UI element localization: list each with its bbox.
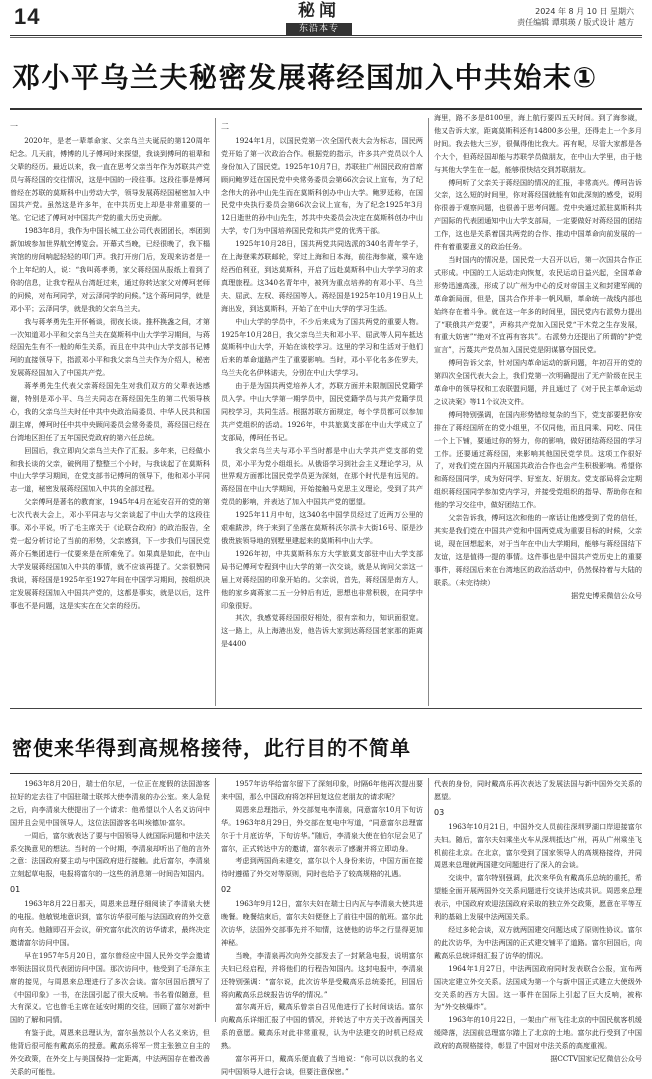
paragraph: 1963年8月20日，瑞士伯尔尼，一位正在度假的法国游客拉好的定去往了中国驻瑞士联邦大使李清泉的办公室。来人急促之后，向李清泉大使提出了一个请求：他希望以个人名义访问中国并且会见中国领导人，这位法国游客名叫埃德加·富尔。 <box>10 779 210 827</box>
paragraph: 考虑到两国尚未建交，富尔以个人身份来访，中国方面在接待时遵循了外交对等原则，同时也给予了较高规格的礼遇。 <box>221 856 423 879</box>
section-number: 一 <box>10 122 18 131</box>
page-number: 14 <box>14 4 41 29</box>
paragraph: 1963年10月21日，中国外交人员前往深圳罗湖口岸迎接富尔夫妇。随后，富尔夫妇乘坐火车从深圳抵达广州，再从广州乘坐飞机前往北京。在北京，富尔受到了国家领导人的高规格接待，并同周恩来总理就两国建交问题进行了深入的会谈。 <box>434 821 642 870</box>
section-number: 02 <box>221 885 232 895</box>
article1-column-3 <box>434 112 642 706</box>
section-name: 秘闻 <box>298 1 340 21</box>
paragraph: 1925年10月28日，国共两党共同选派的340名青年学子，在上海登乘苏联邮轮，穿过上海和日本海，前往海参崴，乘车途经西伯利亚，到达莫斯科，开启了远赴莫斯科中山大学学习的求真理旅程。这340名青年中，被列为重点培养的有邓小平、乌兰夫、屈武、左权、蒋经国等人。蒋经国是1925年10月19日从上海出发，到达莫斯科，开始了在中山大学的学习生活。 <box>221 239 423 313</box>
paragraph: 一周后，富尔就表达了要与中国领导人就国际问题和中法关系交换意见的想法。当时的一个时期，李清泉却听出了他的言外之意：法国政府要主动与中国政府进行接触。此后富尔，李清泉立刻起草电报，电报将富尔的一这些的消息第一时间告知国内。 <box>10 830 210 879</box>
article2-column-1 <box>10 778 210 1076</box>
article2-headline-rule <box>10 773 642 774</box>
paragraph: 傅珂听了父亲关于蒋经国的情况的汇报，非常高兴。傅珂告诉父亲，这么短的时间里，你对蒋经国就能有如此深刻的感受，说明你很善于观察问题，也很善于思考问题。党中央通过派驻莫斯科共产国际的代表团通知中山大学支部局，一定要做好对蒋经国的团结工作，这也是关系着国共两党的合作、推动中国革命向前发展的一件有着重要意义的政治任务。 <box>434 177 642 252</box>
article1-headline-rule <box>10 108 642 110</box>
paragraph: 海里，路不多是8100里，海上航行要四五天时间。到了海参崴，他又告诉大家，距离莫斯科还有14800多公里，还得走上一个多月时间。我去他大三岁，很佩得他比我大。再有呢，尽管大家都是各个大个，但蒋经国却能与苏联学员做朋友，在中山大学里，由于他与其他大学生在一起，能够很快结交到苏联朋友。 <box>434 113 642 174</box>
section-number: 二 <box>221 122 229 131</box>
header-rule-thin <box>10 37 642 38</box>
paragraph: 1957年访华给富尔留下了深刻印象，时隔6年他再次提出要来中国，那么中国政府将怎样回复这位老朋友的请求呢？ <box>221 779 423 801</box>
paragraph: 我与蒋孝勇先生开怀畅谈，彻夜长谈。推杯换盏之间，才第一次知道邓小平和父亲乌兰夫在莫斯科中山大学学习期间，与蒋经国先生有不一般的师生关系，而且在中共中山大学支部书记傅珂的直接领导下，指派邓小平和我父亲乌兰夫作为介绍人，秘密发展蒋经国加入了中国共产党。 <box>10 316 210 378</box>
paragraph: 回国后，我立即向父亲乌兰夫作了汇报。多年来，已经做小和我长谈的父亲，破例用了整整三个小时，与我谈起了在莫斯科中山大学学习期间，在党支部书记傅珂的领导下，他和邓小平同志一道，秘密发展蒋经国加入中共的全部过程。 <box>10 445 210 494</box>
column-divider <box>215 778 216 1022</box>
section-divider <box>10 708 642 709</box>
paragraph: 富尔再开口，戴高乐便直截了当地说：“你可以以我的名义同中国领导人进行会谈，但要注意保密。” <box>221 1054 423 1076</box>
paragraph: 其次，我感觉蒋经国很好相处，很有亲和力，知识面很宽。这一路上，从上海港出发，他告诉大家到达蒋经国老家那的距离是4400 <box>221 613 423 649</box>
paragraph: 我父亲乌兰夫与邓小平当时都是中山大学共产党支部的党员，邓小平为党小组组长。从俄语学习到社会主义理论学习，从世界观方面都比国民党学员更为深刻，在那个时代是有远见的。蒋经国在中山大学期间，开始接触马克思主义理论，受到了共产党员的影响，并表达了加入中国共产党的愿望。 <box>221 445 423 507</box>
paragraph: 1964年1月27日，中法两国政府同时发表联合公报，宣布两国决定建立外交关系。法国成为第一个与新中国正式建立大使级外交关系的西方大国。这一事件在国际上引起了巨大反响，被称为“外交核爆炸”。 <box>434 963 642 1012</box>
paragraph: 当时国内的情况是，国民党一大召开以后，第一次国共合作正式形成。中国的工人运动走向恢复，农民运动日益兴起，全国革命形势迅速高涨，形成了以广州为中心的反对帝国主义和封建军阀的革命新局面，但是，国共合作并非一帆风顺，革命统一战线内部也始终存在着斗争。就在这一年多的时间里，国民党内右派势力提出了“联俄共产党要”，声称共产党加入国民党“干木党之生存发展，有重大妨害”“绝对不宜再有容共”。右派势力还提出了所谓的“护党宣言”，污蔑共产党员加入国民党是阴谋篡夺国民党。 <box>434 254 642 355</box>
paragraph: 1963年9月12日，富尔夫妇在瑞士日内瓦与李清泉大使共进晚餐。晚餐结束后，富尔夫妇便登上了前往中国的航班。富尔此次访华，法国外交部事先并不知情，这使他的访华之行显得更加神秘。 <box>221 899 423 947</box>
article2-headline: 密使来华得到高规格接待，此行目的不简单 <box>12 736 411 760</box>
issue-info <box>517 6 634 28</box>
column-divider <box>215 118 216 706</box>
paragraph: 1963年8月22日那天，周恩来总理仔细阅读了李清泉大使的电报。他敏锐地意识到，富尔访华很可能与法国政府的外交意向有关。他随即召开会议，研究富尔此次的访华请求，最终决定邀请富尔访问中国。 <box>10 899 210 947</box>
paragraph: 1925年11月中旬，这340名中国学员经过了近两万公里的艰难跋涉，终于来到了坐落在莫斯科沃尔洪卡大街16号、原是沙俄贵族领导地的别墅里建起来的莫斯科中山大学。 <box>221 510 423 545</box>
source-credit: 据CCTV国家记忆微信公众号 <box>550 1054 642 1064</box>
paragraph: 1926年初，中共莫斯科东方大学旅莫支部驻中山大学支部局书记傅珂专程到中山大学的第一次交谈，就是从询问父亲这一届上对蒋经国的印象开始的。父亲说，首先，蒋经国是南方人，他的家乡离蒋家二五一分钟后有近，思想也非常积极，在同学中印象很好。 <box>221 548 423 610</box>
article1-column-2 <box>221 118 423 706</box>
paragraph: 傅珂告诉父亲，针对国内革命运动的新问题，年初召开的党的第四次全国代表大会上，我们党第一次明确提出了无产阶级在民主革命中的领导权和工农联盟问题，并且通过了《对于民主革命运动之议决案》等11个议决文件。 <box>434 358 642 406</box>
article1-column-1 <box>10 118 210 706</box>
paragraph: 1963年的10月22日，一架由广州飞往北京的中国民航客机缓缓降落，法国前总理富尔踏上了北京的土地。富尔此行受到了中国政府的高规格接待，彰显了中国对中法关系的高度重视。 <box>434 1015 642 1051</box>
source-credit: 据党史博采微信公众号 <box>571 590 642 600</box>
paragraph: 代表的身份，同时戴高乐再次表达了发展法国与新中国外交关系的愿望。 <box>434 779 642 801</box>
article2-column-2 <box>221 778 423 1076</box>
paragraph: 由于是为国共两党培养人才，苏联方面并未限制国民党籍学员入学。中山大学第一期学员中，国民党籍学员与共产党籍学员同校学习，共同生活。根据苏联方面规定，每个学员都可以参加共产党组织的活动。1926年，中共旅莫支部在中山大学成立了支部局，傅珂任书记。 <box>221 381 423 442</box>
paragraph: 有鉴于此，周恩来总理认为，富尔虽然以个人名义来访，但他背后很可能有戴高乐的授意。戴高乐将军一贯主张独立自主的外交政策，在外交上与美国保持一定距离，中法两国存在着改善关系的可能性。 <box>10 1028 210 1076</box>
paragraph: 傅珂特别强调，在国内形势错综复杂的当下，党支部要把你安排在了蒋经国所在的党小组里，不仅同他，而且同乘、同吃、同住一个上下铺，要通过你的努力，你的影响，做好团结蒋经国的学习工作。还要通过蒋经国，来影响其他国民党学员。这项工作很好了，对我们党在国内开展国共政治合作也会产生积极影响。希望你和蒋经国同学，成为好同学、好室友、好朋友。党支部局将会定期组织蒋经国同学参加党内学习，并接受党组织的指导、帮助你在和他的学习交往中，做好团结工作。 <box>434 409 642 510</box>
paragraph: 父亲告诉我，傅珂这次和他的一席话让他感受到了党的信任，其实是我们党在中国共产党和中国两党成为重要目标的时候，父亲说，现在回想起来，对于当年在中山大学期间，能够与蒋经国结下友谊，这是值得一提的事情。这件事也是中国共产党历史上的重要事件，蒋经国后来在台湾地区的政治活动中，仍然保持着与大陆的联系。（未完待续） <box>434 513 642 587</box>
column-divider <box>428 778 429 1022</box>
issue-date: 2024 年 8 月 10 日 星期六 <box>535 7 634 16</box>
section-number: 01 <box>10 885 21 895</box>
page-header <box>0 0 652 40</box>
section-number: 03 <box>434 807 445 817</box>
paragraph: 当晚，李清泉再次向外交部发去了一封紧急电报，说明富尔夫妇已经启程，并将他们的行程告知国内。这封电报中，李清泉还特别强调：“富尔说，此次访华是受戴高乐总统委托，回国后将向戴高乐总统报告访华的情况。” <box>221 950 423 999</box>
paragraph: 经过多轮会谈，双方就两国建交问题达成了原则性协议。富尔的此次访华，为中法两国的正式建交铺平了道路。富尔回国后，向戴高乐总统详细汇报了访华的情况。 <box>434 924 642 960</box>
header-rule <box>10 35 642 36</box>
column-divider <box>428 118 429 706</box>
section-sub-badge: 东沿本专 <box>286 23 352 36</box>
section-masthead <box>277 1 361 36</box>
paragraph: 交谈中，富尔特别强调，此次来华负有戴高乐总统的重托，希望能全面开展两国外交关系问题进行交谈并达成共识。周恩来总理表示，中国政府欢迎法国政府采取的独立外交政策，愿意在平等互利的基础上发展中法两国关系。 <box>434 873 642 922</box>
paragraph: 中山大学的学员中，不少后来成为了国共两党的重要人物。1925年10月28日，我父亲乌兰夫和邓小平、屈武等人同车抵达莫斯科中山大学，开始在该校学习。这里的学习和生活对于他们后来的革命道路产生了重要影响。当时，邓小平化名多佐罗夫，乌兰夫化名伊林诺夫，分别在中山大学学习。 <box>221 316 423 378</box>
paragraph: 蒋孝勇先生代表父亲蒋经国先生对我们双方的父辈表达感谢，特别是邓小平、乌兰夫同志在蒋经国先生的第二代领导核心，我的父亲乌兰夫时任中共中央政治局委员、中华人民共和国副主席，傅珂时任中共中央顾问委员会常务委员，蒋经国已经在台湾地区担任了五年国民党政府的第六任总统。 <box>10 381 210 442</box>
paragraph: 早在1957年5月20日，富尔曾经应中国人民外交学会邀请率领法国议员代表团访问中国。那次访问中，他受到了毛泽东主席的接见，与周恩来总理进行了多次会谈。富尔回国后撰写了《中国印象》一书，在法国引起了很大反响。书名看似随意，但大有深义。它也曾毛主席在延安时期的交往，回顾了富尔对新中国的了解和同情。 <box>10 950 210 1025</box>
paragraph: 周恩来总理指示，外交部复电李清泉，同意富尔10月下旬访华。1963年8月29日，外交部在复电中写道，“同意富尔总理富尔于十月底访华，下旬访华。”随后，李清泉大使在伯尔尼会见了富尔，正式转达中方的邀请，富尔表示了感谢并将立即动身。 <box>221 804 423 853</box>
paragraph: 富尔离开后，戴高乐曾亲自召见他进行了长时间谈话。富尔向戴高乐详细汇报了中国的情况，并转达了中方关于改善两国关系的意愿。戴高乐对此非常重视，认为中法建交的时机已经成熟。 <box>221 1002 423 1051</box>
paragraph: 1924年1月，以国民党第一次全国代表大会为标志，国民两党开始了第一次政治合作。根据党的指示，许多共产党员以个人身份加入了国民党。1925年10月7日，苏联驻广州国民政府首席顾问鲍罗廷在国民党中央常务委员会第66次会议上宣布，为了纪念伟大的孙中山先生而在莫斯科创办中山大学。鲍罗廷称，在国民党中央执行委员会第66次会议上宣布，为了纪念1925年3月12日逝世的孙中山先生，苏共中央委员会决定在莫斯科创办中山大学，专门为中国培养国民党和共产党的优秀干部。 <box>221 135 423 236</box>
paragraph: 1983年8月，我作为中国长城工业公司代表团团长，率团到新加坡参加世界航空博览会。开幕式当晚，已经很晚了，我下榻宾馆的房间响起轻轻的叩门声。我打开房门后，发现来访者是一个上年纪的人，说：“我叫蒋孝勇，家父蒋经国从报纸上看到了你的信息，让我专程从台湾赶过来，通过你转达家父对傅珂老师的问候，对布珂同学，对云泽同学的问候。”这个蒋珂同学，就是邓小平；云泽同学，就是我的父亲乌兰夫。 <box>10 226 210 313</box>
paragraph: 2020年，是老一辈革命家、父亲乌兰夫诞辰的第120周年纪念。几天前，傅博的儿子傅珂时来探望，我谈到傅珂的祖辈和父辈的经历。最近以来，我一直在思考父亲当年作为苏联共产党员与蒋经国的交往情况，这是中国的一段往事。这段往事是傅珂曾经在苏联的莫斯科中山劳动大学，领导发展蒋经国秘密加入中国共产党。虽然这是许多年，在中共历史上却是非常重要的一笔。它记述了傅珂对中国共产党的重大历史贡献。 <box>10 135 210 223</box>
article1-headline: 邓小平乌兰夫秘密发展蒋经国加入中共始末① <box>12 61 598 94</box>
issue-editors: 责任编辑 谭琪瑛 / 版式设计 越方 <box>517 18 634 27</box>
article2-column-3 <box>434 778 642 1064</box>
paragraph: 父亲傅珂是著名的教育家，1945年4月在延安召开的党的第七次代表大会上，邓小平同志与父亲谈起了中山大学的这段往事。邓小平说，听了毛主席关于《论联合政府》的政治报告，全党一起分析讨论了当前的形势，父亲感到，下一步我们与国民党蒋介石集团进行一仗要来是在所难免了。如果真是如此，在中山大学发展蒋经国加入中共的事情，就不应该再提了。父亲很赞同我说，蒋经国是1925年至1927年间在中国学习期间，按组织决定发展蒋经国加入中国共产党的，这都是事实，就是以后，这件事也不是问题，这是实实在在父亲的经历。 <box>10 497 210 610</box>
